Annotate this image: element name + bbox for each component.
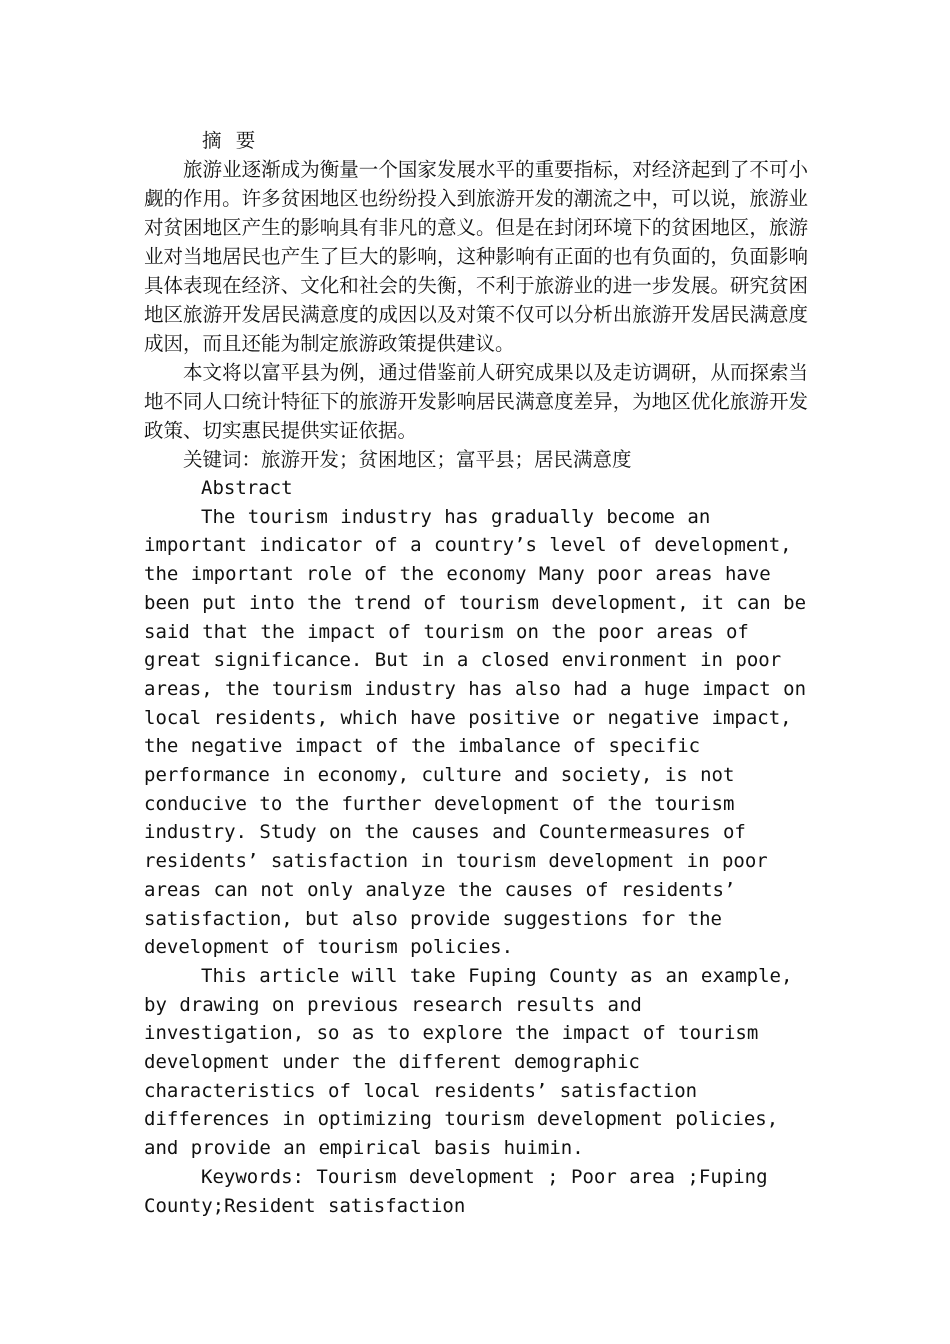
cn-keywords: 关键词：旅游开发；贫困地区；富平县；居民满意度 — [183, 448, 632, 471]
abstract-page — [144, 126, 808, 1220]
cn-abstract-paragraph-1: 旅游业逐渐成为衡量一个国家发展水平的重要指标，对经济起到了不可小觑的作用。许多贫困地区也纷纷投入到旅游开发的潮流之中，可以说，旅游业对贫困地区产生的影响具有非凡的意义。但是在封闭环境下的贫困地区，旅游业对当地居民也产生了巨大的影响，这种影响有正面的也有负面的，负面影响具体表现在经济、文化和社会的失衡，不利于旅游业的进一步发展。研究贫困地区旅游开发居民满意度的成因以及对策不仅可以分析出旅游开发居民满意度成因，而且还能为制定旅游政策提供建议。 — [144, 158, 808, 355]
en-abstract-paragraph-2: This article will take Fuping County as an example, by drawing on previous research results and investigation, so as to explore the impact of tourism development under the different demographic characteristics of local residents’ satisfaction differences in optimizing tourism development policies, and provide an empirical basis huimin. — [144, 964, 793, 1160]
en-abstract-heading: Abstract — [201, 477, 293, 499]
cn-abstract-heading: 摘 要 — [202, 129, 260, 152]
en-abstract-paragraph-1: The tourism industry has gradually become an important indicator of a country’s level of development, the important role of the economy Many poor areas have been put into the trend of tourism development, it can be said that the impact of tourism on the poor areas of great significance. But in a closed environment in poor areas, the tourism industry has also had a huge impact on local residents, which have positive or negative impact, the negative impact of the imbalance of specific performance in economy, culture and society, is not conducive to the further development of the tourism industry. Study on the causes and Countermeasures of residents’ satisfaction in tourism development in poor areas can not only analyze the causes of residents’ satisfaction, but also provide suggestions for the development of tourism policies. — [144, 505, 807, 959]
en-keywords: Keywords: Tourism development ; Poor area ;Fuping County;Resident satisfaction — [144, 1165, 768, 1217]
cn-abstract-paragraph-2: 本文将以富平县为例，通过借鉴前人研究成果以及走访调研，从而探索当地不同人口统计特征下的旅游开发影响居民满意度差异，为地区优化旅游开发政策、切实惠民提供实证依据。 — [144, 361, 808, 442]
